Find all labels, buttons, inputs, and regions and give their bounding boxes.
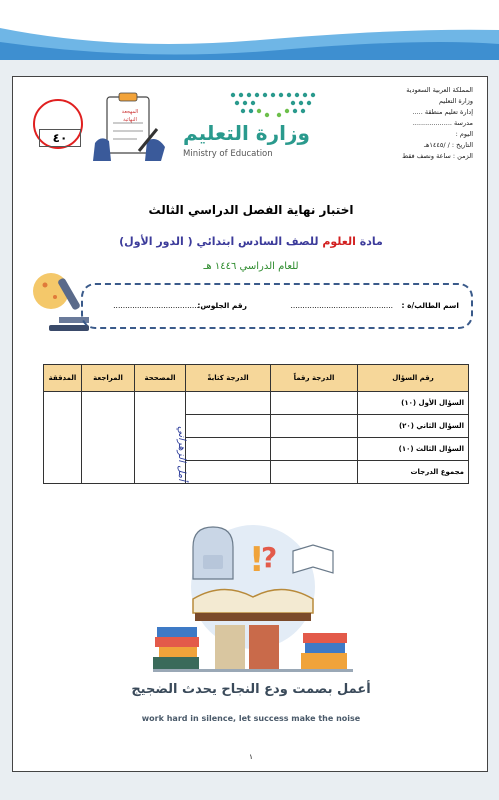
- student-info-box: [81, 283, 473, 329]
- admin-text: إدارة تعليم منطقة .....: [412, 108, 473, 116]
- question-cell: السؤال الثاني (٢٠): [358, 415, 469, 438]
- motivational-quote-english: work hard in silence, let success make the noise: [141, 714, 361, 723]
- motivational-quote-arabic: أعمل بصمت ودع النجاح يحدث الضجيج: [131, 682, 371, 697]
- question-cell: السؤال الثالث (١٠): [358, 438, 469, 461]
- total-label-cell: مجموع الدرجات: [358, 461, 469, 484]
- ministry-name-english: Ministry of Education: [183, 149, 273, 159]
- table-row: [44, 392, 469, 415]
- top-banner: [0, 0, 499, 60]
- page-number: ١: [249, 753, 253, 761]
- school-text: مدرسة ...................: [412, 119, 473, 127]
- clipboard-pen-icon: [91, 91, 169, 171]
- header-question-number: رقم السؤال: [358, 365, 469, 392]
- time-text: الزمن : ساعة ونصف فقط: [402, 152, 473, 160]
- grade-written-cell[interactable]: [186, 438, 271, 461]
- clipboard-text-1: المهجعة: [121, 109, 139, 115]
- subject-suffix: للصف السادس ابتدائي ( الدور الأول): [119, 235, 319, 248]
- subject-prefix: مادة: [359, 235, 383, 248]
- subject-name: العلوم: [322, 235, 356, 248]
- grade-written-cell[interactable]: [186, 392, 271, 415]
- school-header-info: [323, 85, 473, 162]
- header-grade-numeric: الدرجة رقماً: [271, 365, 358, 392]
- date-text: التاريخ : / /١٤٤٥هـ: [424, 141, 473, 149]
- day-text: اليوم :: [455, 130, 473, 138]
- exam-subject-line: [13, 235, 489, 248]
- reviewer-cell: [82, 392, 135, 484]
- academic-year: للعام الدراسي ١٤٤٦ هـ: [203, 261, 299, 272]
- ministry-text: وزارة التعليم: [438, 97, 473, 105]
- grades-table: [43, 364, 469, 484]
- header-reviewer: المراجعة: [82, 365, 135, 392]
- ministry-logo-icon: [223, 87, 323, 121]
- grade-written-cell[interactable]: [186, 415, 271, 438]
- seat-number-label: رقم الجلوس:: [197, 301, 247, 310]
- books-illustration: [153, 517, 353, 682]
- auditor-cell: [44, 392, 82, 484]
- header-corrector: المصححة: [135, 365, 186, 392]
- exam-title: اختبار نهاية الفصل الدراسي الثالث: [148, 203, 354, 217]
- svg-text:?: ?: [261, 541, 278, 574]
- clipboard-text-2: النهائية: [123, 117, 137, 123]
- total-grade: ٤٠: [39, 129, 81, 147]
- header-grade-written: الدرجة كتابةً: [186, 365, 271, 392]
- grade-numeric-cell[interactable]: [271, 438, 358, 461]
- svg-text:!: !: [249, 540, 265, 580]
- total-grade-cell[interactable]: [271, 461, 358, 484]
- total-written-cell[interactable]: [186, 461, 271, 484]
- ministry-name-arabic: وزارة التعليم: [183, 121, 310, 145]
- corrector-signature: أمل الزهراني: [176, 425, 187, 481]
- exam-sheet: [12, 76, 488, 772]
- question-cell: السؤال الأول (١٠): [358, 392, 469, 415]
- kingdom-text: المملكة العربية السعودية: [406, 86, 473, 94]
- grade-numeric-cell[interactable]: [271, 415, 358, 438]
- student-name-field[interactable]: ...........................................: [290, 301, 393, 310]
- grade-numeric-cell[interactable]: [271, 392, 358, 415]
- header-auditor: المدققة: [44, 365, 82, 392]
- table-header-row: [44, 365, 469, 392]
- banner-wave-graphic: [0, 0, 499, 60]
- student-name-label: اسم الطالب/ة :: [401, 301, 459, 310]
- seat-number-field[interactable]: ....................................: [113, 301, 199, 310]
